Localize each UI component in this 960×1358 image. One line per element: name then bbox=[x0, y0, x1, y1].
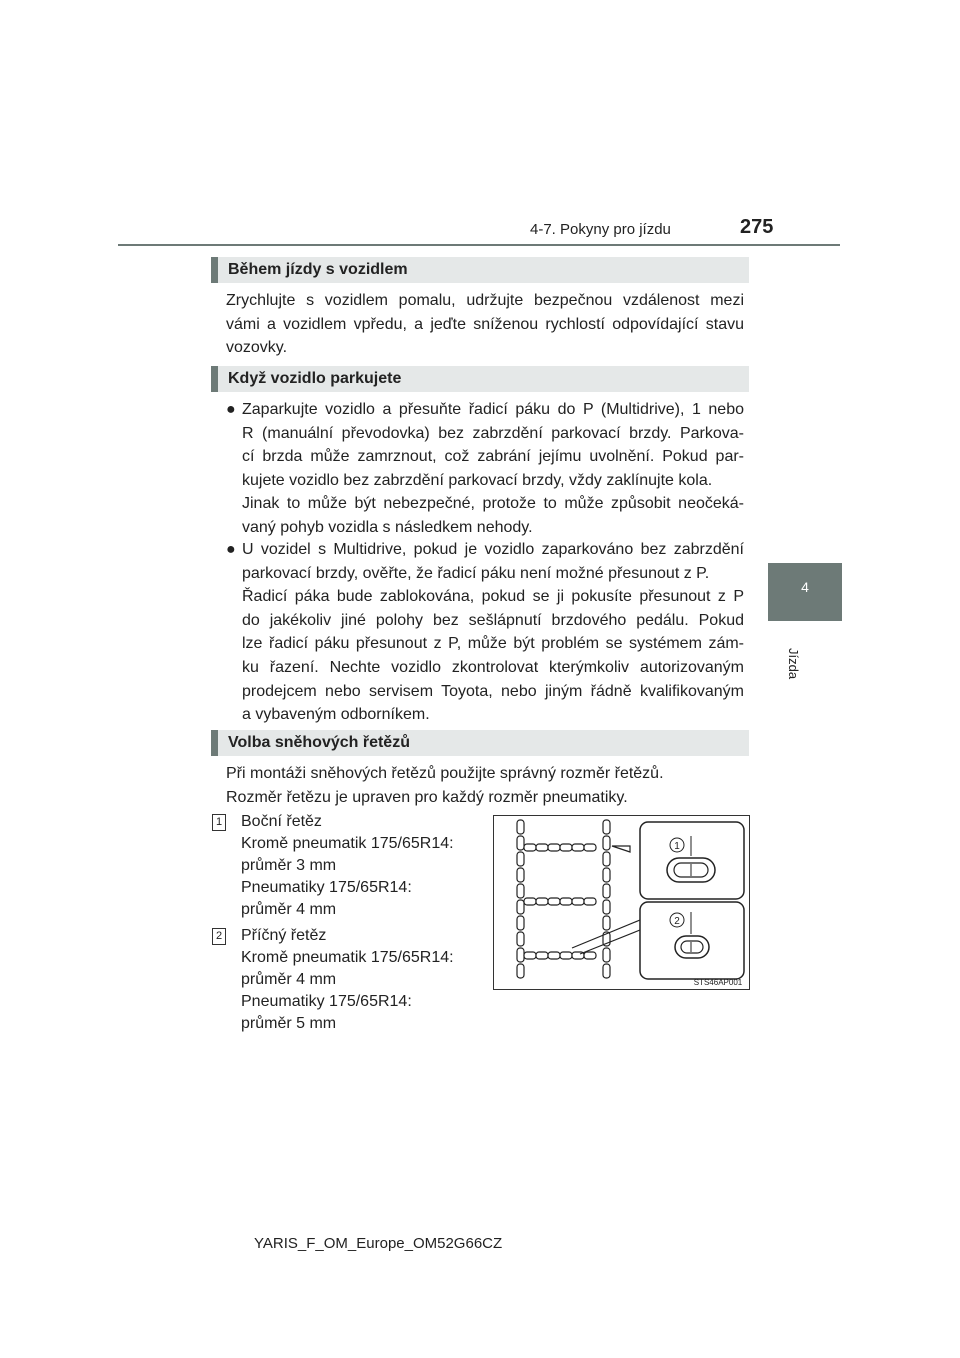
bullet-text bbox=[242, 398, 744, 540]
bullet-line: kujete vozidlo bez zabrzdění parkovací brzdy, vždy zaklínujte kola. bbox=[242, 471, 713, 489]
section-heading-parking: Když vozidlo parkujete bbox=[211, 366, 749, 392]
bullet-line: lze řadicí páku přesunout z P, může být problém se systémem zám- bbox=[242, 635, 744, 653]
item-marker-1 bbox=[212, 814, 226, 832]
bullet-line: a vybaveným odborníkem. bbox=[242, 706, 430, 724]
driving-line: vámi a vozidlem vpředu, a jeďte sníženou rychlostí odpovídající stavu bbox=[226, 315, 744, 333]
bullet-line: U vozidel s Multidrive, pokud je vozidlo zaparkováno bez zabrzdění bbox=[242, 541, 744, 558]
chain-item-line: Pneumatiky 175/65R14: bbox=[241, 993, 412, 1010]
chain-item-title: Příčný řetěz bbox=[241, 927, 327, 944]
number-box-icon: 2 bbox=[212, 928, 226, 945]
cross-link-inner bbox=[681, 941, 703, 953]
chain-item-line: Kromě pneumatik 175/65R14: bbox=[241, 949, 454, 966]
chain-item-title: Boční řetěz bbox=[241, 813, 322, 830]
chains-intro-line-2: Rozměr řetězu je upraven pro každý rozměr pneumatiky. bbox=[226, 789, 628, 806]
chain-item-line: Pneumatiky 175/65R14: bbox=[241, 879, 412, 896]
chain-item-line: průměr 4 mm bbox=[241, 901, 337, 918]
snow-chain-illustration bbox=[493, 815, 750, 990]
bullet-line: Jinak to může být nebezpečné, protože to může způsobit neočeká- bbox=[242, 495, 744, 513]
side-chain-left bbox=[517, 820, 524, 978]
chain-item-line: Kromě pneumatik 175/65R14: bbox=[241, 835, 454, 852]
bullet-line: ku řazení. Nechte vozidlo zkontrolovat kterýmkoliv autorizovaným bbox=[242, 658, 744, 676]
chapter-tab bbox=[768, 563, 842, 621]
cross-chain-bottom bbox=[524, 952, 596, 959]
callout-pointer-1 bbox=[612, 846, 630, 852]
cross-chain-middle bbox=[524, 898, 596, 905]
bullet-line: cí brzda může zamrznout, což zabrání jejímu uvolnění. Pokud par- bbox=[242, 448, 744, 466]
footer-doc-id: YARIS_F_OM_Europe_OM52G66CZ bbox=[254, 1235, 503, 1252]
header-rule bbox=[118, 244, 840, 246]
section-heading-chains: Volba sněhových řetězů bbox=[211, 730, 749, 756]
number-box-icon: 1 bbox=[212, 814, 226, 831]
callout-number-1: 1 bbox=[674, 841, 680, 852]
bullet-line: do jakékoliv jiné polohy bez sešlápnutí brzdového pedálu. Pokud bbox=[242, 611, 744, 629]
side-chain-right bbox=[603, 820, 610, 978]
callout-number-2: 2 bbox=[674, 916, 680, 927]
driving-line: Zrychlujte s vozidlem pomalu, udržujte bezpečnou vzdálenost mezi bbox=[226, 292, 744, 309]
chain-item-1 bbox=[241, 811, 454, 921]
driving-paragraph bbox=[226, 289, 744, 360]
chain-item-line: průměr 5 mm bbox=[241, 1015, 337, 1032]
bullet-text bbox=[242, 538, 744, 727]
driving-line: vozovky. bbox=[226, 339, 288, 357]
chain-item-line: průměr 4 mm bbox=[241, 971, 337, 988]
figure-code: STS46AP001 bbox=[693, 978, 743, 987]
bullet-line: prodejcem nebo servisem Toyota, nebo jiným řádně kvalifikovaným bbox=[242, 682, 744, 700]
chain-item-line: průměr 3 mm bbox=[241, 857, 337, 874]
bullet-line: parkovací brzdy, ověřte, že řadicí páku není možné přesunout z P. bbox=[242, 564, 710, 582]
chain-item-2 bbox=[241, 925, 454, 1035]
snow-chain-drawing bbox=[494, 816, 749, 989]
chapter-number: 4 bbox=[801, 579, 809, 595]
chapter-label: Jízda bbox=[786, 648, 801, 680]
bullet-line: Řadicí páka bude zablokována, pokud se ji pokusíte přesunout z P bbox=[242, 588, 744, 606]
bullet-dot-icon: ● bbox=[226, 541, 236, 558]
parking-bullet-2 bbox=[226, 538, 744, 727]
bullet-line: Zaparkujte vozidlo a přesuňte řadicí páku do P (Multidrive), 1 nebo bbox=[242, 401, 744, 418]
bullet-line: vaný pohyb vozidla s následkem nehody. bbox=[242, 518, 533, 536]
header-section-title: 4-7. Pokyny pro jízdu bbox=[530, 221, 671, 238]
bullet-dot-icon: ● bbox=[226, 401, 236, 418]
bullet-line: R (manuální převodovka) bez zabrzdění parkovací brzdy. Parkova- bbox=[242, 424, 744, 442]
cross-chain-top bbox=[524, 844, 596, 851]
chains-intro-line-1: Při montáži sněhových řetězů použijte správný rozměr řetězů. bbox=[226, 765, 664, 782]
chapter-label-wrapper bbox=[780, 640, 830, 680]
item-marker-2 bbox=[212, 928, 226, 946]
page-number: 275 bbox=[740, 216, 774, 238]
section-heading-driving: Během jízdy s vozidlem bbox=[211, 257, 749, 283]
parking-bullet-1 bbox=[226, 398, 744, 540]
